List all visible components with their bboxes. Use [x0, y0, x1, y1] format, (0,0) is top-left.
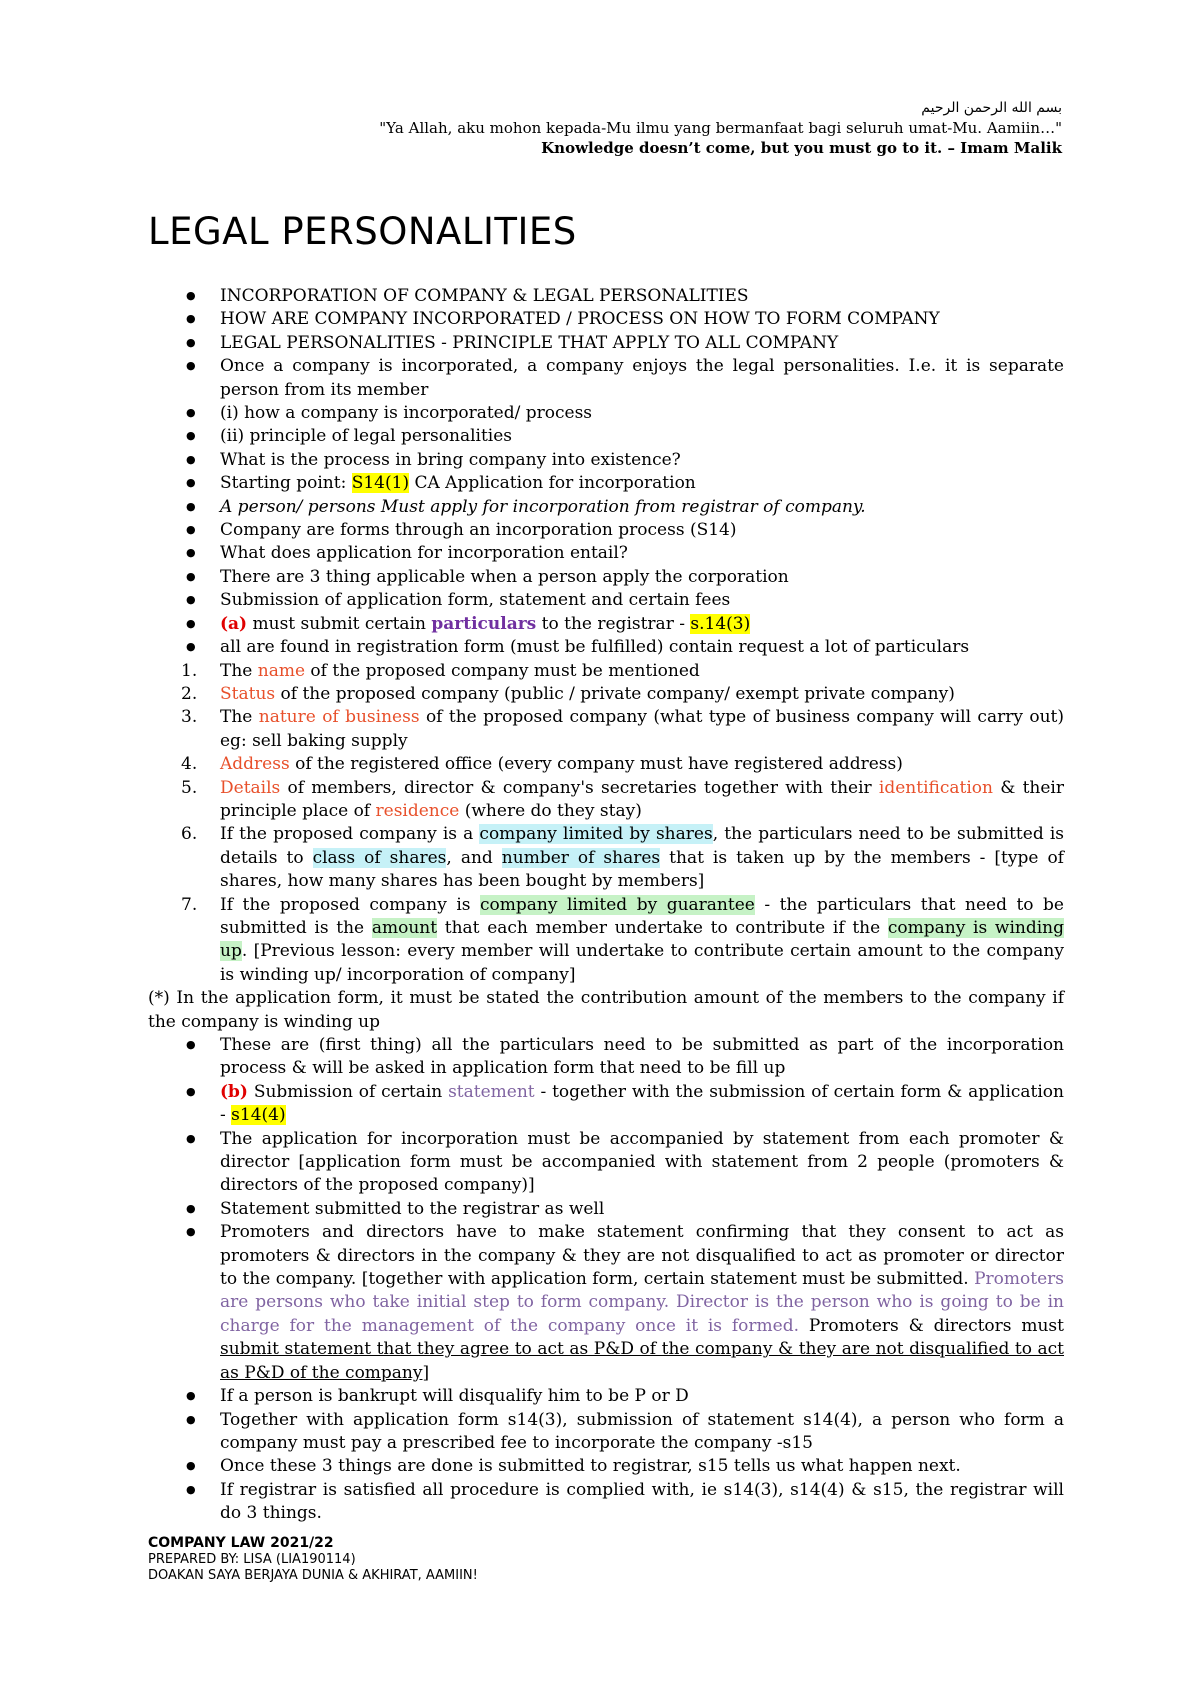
section-ref-highlight: s.14(3)	[690, 613, 751, 634]
arabic-basmala: بسم الله الرحمن الرحيم	[921, 100, 1062, 116]
numbered-item: 2. Status of the proposed company (public / private company/ exempt private company)	[181, 683, 955, 704]
notes-body	[148, 285, 1064, 1526]
list-item: ● There are 3 thing applicable when a person apply the corporation	[148, 566, 1064, 589]
section-ref-highlight: s14(4)	[231, 1105, 286, 1126]
list-item: ● (ii) principle of legal personalities	[148, 425, 1064, 448]
list-item: ● What does application for incorporation entail?	[148, 542, 1064, 565]
list-item: ● all are found in registration form (must be fulfilled) contain request a lot of particulars	[148, 636, 1064, 659]
list-item: ● What is the process in bring company into existence?	[148, 449, 1064, 472]
imam-malik-quote: Knowledge doesn’t come, but you must go to it. – Imam Malik	[541, 139, 1062, 157]
statement-keyword: statement	[448, 1081, 535, 1102]
course-label: COMPANY LAW 2021/22	[148, 1535, 334, 1551]
particulars-item: ● (a) must submit certain particulars to the registrar - s.14(3)	[148, 613, 1064, 636]
numbered-item: 4. Address of the registered office (every company must have registered address)	[181, 754, 903, 775]
list-item: ● If registrar is satisfied all procedure is complied with, ie s14(3), s14(4) & s15, the registrar will do 3 things.	[148, 1479, 1064, 1526]
list-item: ● Together with application form s14(3), submission of statement s14(4), a person who form a company must pay a prescribed fee to incorporate the company -s15	[148, 1409, 1064, 1456]
list-item: ● Statement submitted to the registrar as well	[148, 1198, 1064, 1221]
numbered-item: 3. The nature of business of the proposed company (what type of business company will carry out) eg: sell baking supply	[181, 707, 1064, 751]
page-footer	[148, 1535, 478, 1585]
numbered-item: 5. Details of members, director & company's secretaries together with their identification & their principle place of residence (where do they stay)	[181, 777, 1064, 821]
section-ref-highlight: S14(1)	[351, 473, 410, 494]
intro-bullet-list	[148, 285, 1064, 660]
prayer-line: "Ya Allah, aku mohon kepada-Mu ilmu yang bermanfaat bagi seluruh umat-Mu. Aamiin…"	[379, 119, 1062, 137]
list-item: ● Company are forms through an incorporation process (S14)	[148, 519, 1064, 542]
starting-point-item: ● Starting point: S14(1) CA Application for incorporation	[148, 472, 1064, 495]
numbered-item: 6. If the proposed company is a company limited by shares, the particulars need to be submitted is details to class of shares, and number of shares that is taken up by the members - [type of shares, how many shares has been bought by members]	[181, 824, 1065, 892]
list-item: ● If a person is bankrupt will disqualify him to be P or D	[148, 1385, 1064, 1408]
page-header	[379, 98, 1062, 158]
winding-up-note: (*) In the application form, it must be stated the contribution amount of the members to the company if the company is winding up	[148, 988, 1064, 1032]
promoters-item: ● Promoters and directors have to make statement confirming that they consent to act as promoters & directors in the company & they are not disqualified to act as promoter or director to the company. [together with application form, certain statement must be submitted. Promoters are persons who take initial step to form company. Director is the person who is going to be in charge for the management of the company once it is formed. Promoters & directors must submit statement that they agree to act as P&D of the company & they are not disqualified to act as P&D of the company]	[148, 1221, 1064, 1385]
list-item: ● INCORPORATION OF COMPANY & LEGAL PERSONALITIES	[148, 285, 1064, 308]
statement-item: ● (b) Submission of certain statement - together with the submission of certain form & application - s14(4)	[148, 1081, 1064, 1128]
list-item: ● LEGAL PERSONALITIES - PRINCIPLE THAT APPLY TO ALL COMPANY	[148, 332, 1064, 355]
list-item: ● These are (first thing) all the particulars need to be submitted as part of the incorporation process & will be asked in application form that need to be fill up	[148, 1034, 1064, 1081]
list-item: ● (i) how a company is incorporated/ process	[148, 402, 1064, 425]
list-item: ● A person/ persons Must apply for incorporation from registrar of company.	[148, 496, 1064, 519]
page-title: LEGAL PERSONALITIES	[148, 210, 577, 253]
list-item: ● Submission of application form, statement and certain fees	[148, 589, 1064, 612]
statement-bullet-list	[148, 1034, 1064, 1526]
list-item: ● The application for incorporation must be accompanied by statement from each promoter & director [application form must be accompanied with statement from 2 people (promoters & directors of the proposed company)]	[148, 1128, 1064, 1198]
promoters-definition: Promoters are persons who take initial step to form company. Director is the person who is going to be in charge for the management of the company once it is formed.	[220, 1269, 1064, 1336]
list-item: ● Once these 3 things are done is submitted to registrar, s15 tells us what happen next.	[148, 1455, 1064, 1478]
particulars-numbered-list	[148, 660, 1064, 988]
list-item: ● Once a company is incorporated, a company enjoys the legal personalities. I.e. it is separate person from its member	[148, 355, 1064, 402]
underlined-statement: submit statement that they agree to act as P&D of the company & they are not disqualified to act as P&D of the company	[220, 1339, 1064, 1383]
list-item: ● HOW ARE COMPANY INCORPORATED / PROCESS ON HOW TO FORM COMPANY	[148, 308, 1064, 331]
prepared-by: PREPARED BY: LISA (LIA190114)	[148, 1551, 356, 1567]
numbered-item: 7. If the proposed company is company limited by guarantee - the particulars that need to be submitted is the amount that each member undertake to contribute if the company is winding up. [Previous lesson: every member will undertake to contribute certain amount to the company is winding up/ incorporation of company]	[181, 894, 1065, 985]
numbered-item: 1. The name of the proposed company must be mentioned	[181, 660, 700, 681]
doakan-line: DOAKAN SAYA BERJAYA DUNIA & AKHIRAT, AAMIIN!	[148, 1568, 478, 1583]
particulars-keyword: particulars	[431, 613, 537, 634]
